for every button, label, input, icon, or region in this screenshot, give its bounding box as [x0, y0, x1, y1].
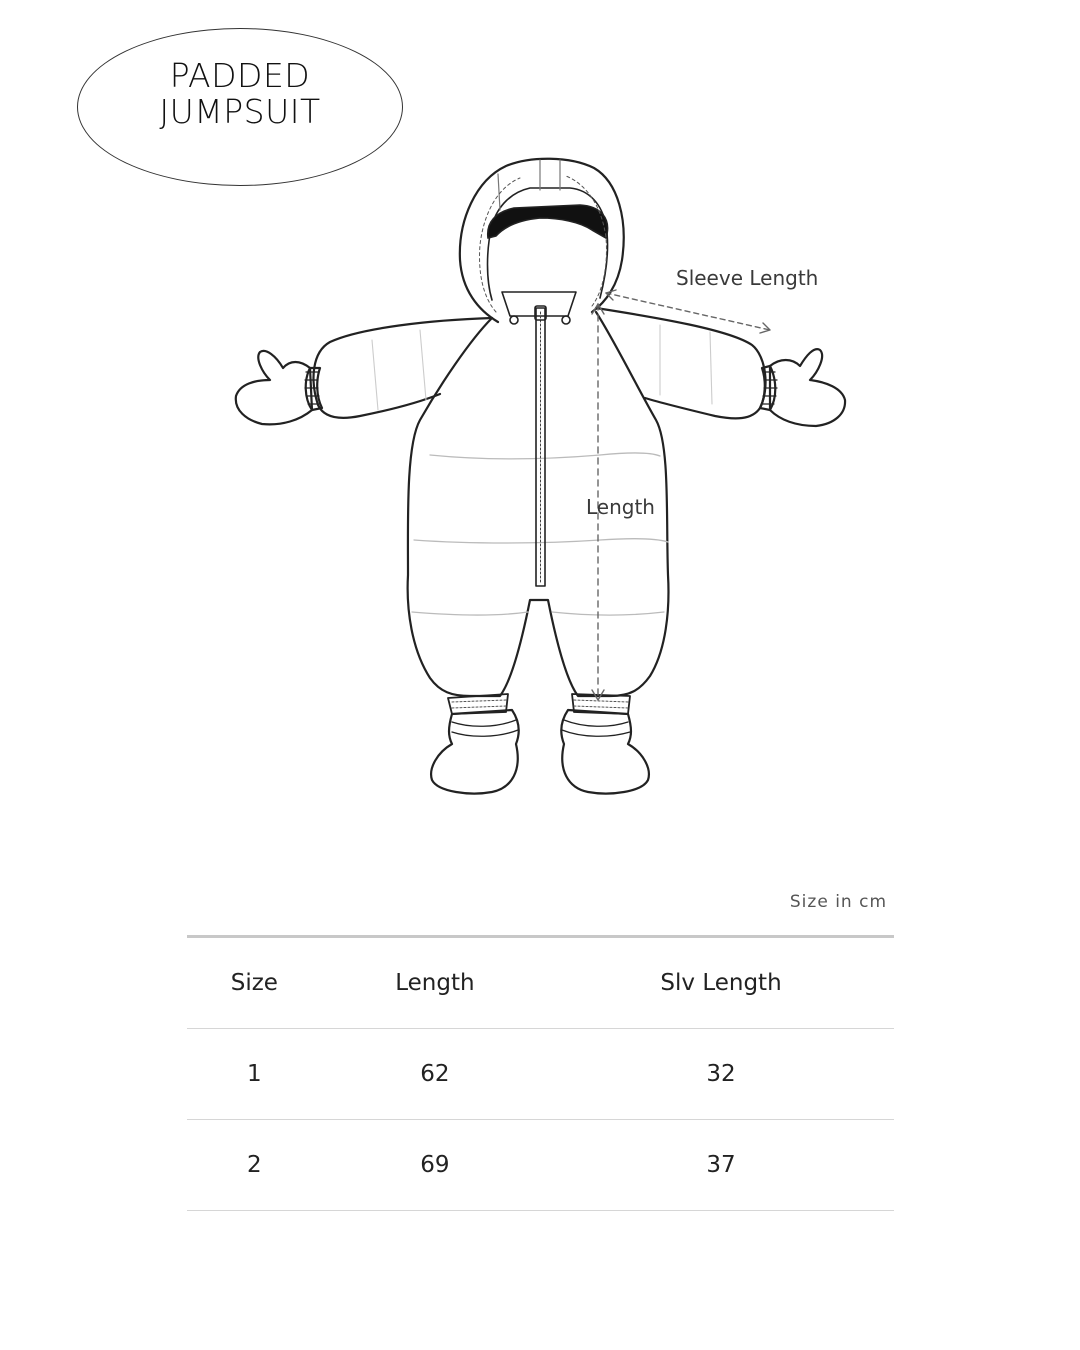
- table-header-row: [187, 937, 894, 1029]
- right-bootie: [561, 710, 649, 794]
- left-sleeve: [314, 318, 492, 418]
- title-line-2: JUMPSUIT: [159, 92, 321, 131]
- cell-size: 1: [187, 1029, 322, 1120]
- sleeve-length-measure: [606, 290, 770, 333]
- header-length: Length: [322, 937, 548, 1029]
- unit-note: Size in cm: [789, 892, 887, 912]
- size-table: [187, 935, 894, 1211]
- right-sleeve: [596, 308, 766, 418]
- left-bootie: [431, 710, 519, 794]
- left-mitten: [236, 351, 312, 424]
- table-row: [187, 1120, 894, 1211]
- hood: [460, 159, 624, 322]
- right-mitten: [770, 349, 845, 426]
- header-sleeve-length: Slv Length: [548, 937, 894, 1029]
- cell-length: 62: [322, 1029, 548, 1120]
- header-size: Size: [187, 937, 322, 1029]
- cell-length: 69: [322, 1120, 548, 1211]
- length-label: Length: [586, 495, 655, 519]
- table-row: [187, 1029, 894, 1120]
- sleeve-length-label: Sleeve Length: [676, 266, 819, 290]
- title-line-1: PADDED: [169, 56, 311, 95]
- cell-sleeve-length: 37: [548, 1120, 894, 1211]
- cell-sleeve-length: 32: [548, 1029, 894, 1120]
- cell-size: 2: [187, 1120, 322, 1211]
